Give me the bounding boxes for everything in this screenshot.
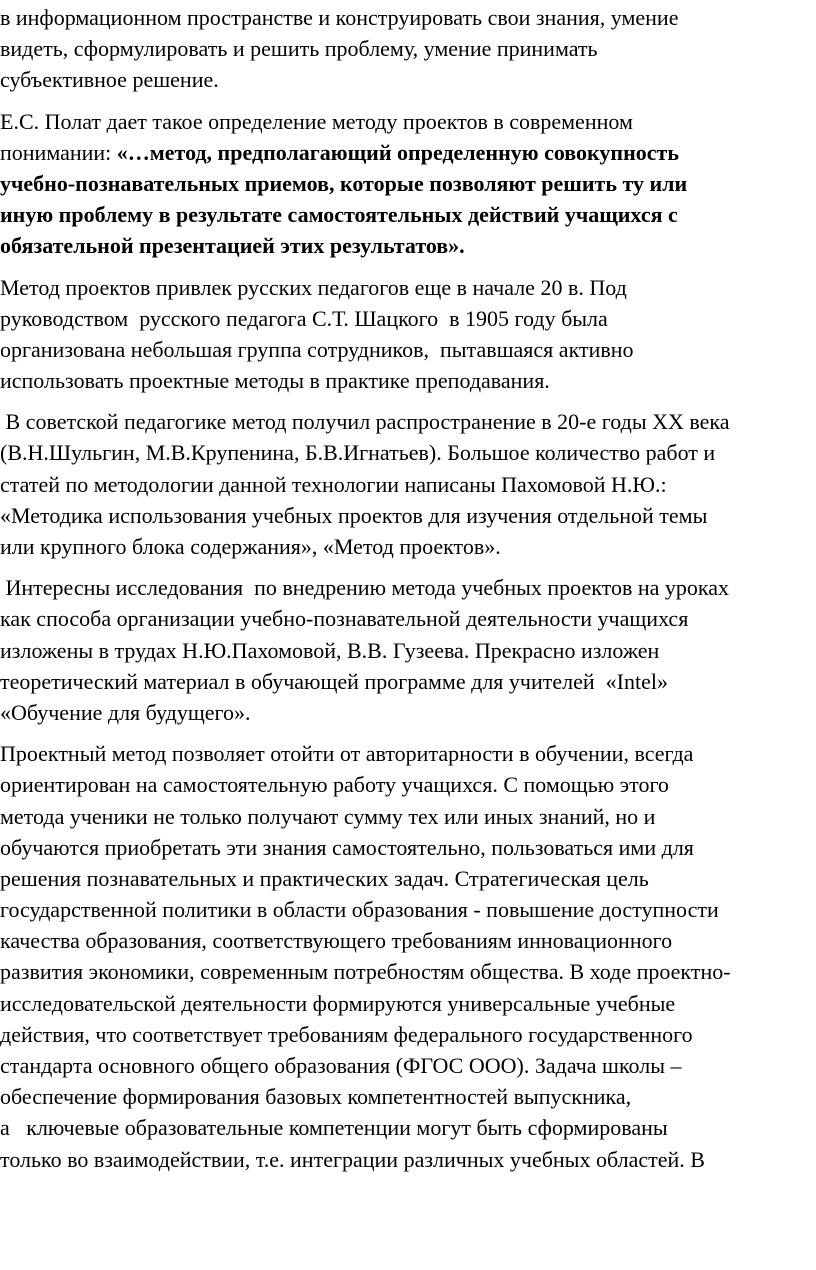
paragraph-2 <box>0 106 810 262</box>
text-line: стандарта основного общего образования (ФГОС ООО). Задача школы – <box>0 1053 682 1078</box>
document-text <box>0 2 810 1185</box>
bold-quote-line: учебно-познавательных приемов, которые позволяют решить ту или <box>0 170 688 196</box>
paragraph-3 <box>0 272 810 397</box>
text-line: обучаются приобретать эти знания самостоятельно, пользоваться ими для <box>0 834 694 860</box>
text-line: в информационном пространстве и конструировать свои знания, умение <box>0 5 679 30</box>
text-line: решения познавательных и практических задач. Стратегическая цель <box>0 865 649 891</box>
text-line: качества образования, соответствующего требованиям инновационного <box>0 928 673 954</box>
text-line: Интересны исследования по внедрению метода учебных проектов на уроках <box>0 575 729 601</box>
bold-quote-line: обязательной презентацией этих результатов». <box>0 233 465 259</box>
text-line: развития экономики, современным потребностям общества. В ходе проектно- <box>0 959 731 985</box>
text-line: видеть, сформулировать и решить проблему, умение принимать <box>0 36 598 62</box>
text-line: «Обучение для будущего». <box>0 699 251 725</box>
text-line: обеспечение формирования базовых компетентностей выпускника, <box>0 1084 632 1110</box>
text-line-mixed <box>0 137 810 168</box>
paragraph-6 <box>0 738 810 1175</box>
paragraph-1 <box>0 2 810 96</box>
text-line: как способа организации учебно-познавательной деятельности учащихся <box>0 606 689 632</box>
text-line: Проектный метод позволяет отойти от авторитарности в обучении, всегда <box>0 741 694 767</box>
text-line: государственной политики в области образования - повышение доступности <box>0 897 719 923</box>
text-line: Е.С. Полат дает такое определение методу проектов в современном <box>0 108 633 134</box>
text-line: метода ученики не только получают сумму тех или иных знаний, но и <box>0 803 656 829</box>
paragraph-5 <box>0 572 810 728</box>
text-line: использовать проектные методы в практике преподавания. <box>0 368 550 394</box>
text-line: статей по методологии данной технологии написаны Пахомовой Н.Ю.: <box>0 471 667 497</box>
text-line: теоретический материал в обучающей программе для учителей «Intel» <box>0 668 668 694</box>
paragraph-4 <box>0 406 810 562</box>
text-line: изложены в трудах Н.Ю.Пахомовой, В.В. Гузеева. Прекрасно изложен <box>0 637 660 663</box>
text-line: субъективное решение. <box>0 67 219 93</box>
text-run: понимании: <box>0 139 117 165</box>
text-line: «Методика использования учебных проектов для изучения отдельной темы <box>0 502 708 528</box>
text-line: только во взаимодействии, т.е. интеграции различных учебных областей. В <box>0 1146 705 1172</box>
text-line: руководством русского педагога С.Т. Шацкого в 1905 году была <box>0 305 608 331</box>
bold-quote-run: «…метод, предполагающий определенную совокупность <box>116 139 679 165</box>
text-line: организована небольшая группа сотрудников, пытавшаяся активно <box>0 336 634 362</box>
text-line: исследовательской деятельности формируются универсальные учебные <box>0 990 676 1016</box>
text-line: ориентирован на самостоятельную работу учащихся. С помощью этого <box>0 772 669 798</box>
text-line: а ключевые образовательные компетенции могут быть сформированы <box>0 1115 668 1141</box>
text-line: В советской педагогике метод получил распространение в 20-е годы XX века <box>0 409 730 435</box>
text-line: (В.Н.Шульгин, М.В.Крупенина, Б.В.Игнатьев). Большое количество работ и <box>0 440 716 466</box>
bold-quote-line: иную проблему в результате самостоятельных действий учащихся с <box>0 202 678 228</box>
text-line: Метод проектов привлек русских педагогов еще в начале 20 в. Под <box>0 274 627 300</box>
text-line: или крупного блока содержания», «Метод проектов». <box>0 534 501 559</box>
text-line: действия, что соответствует требованиям федерального государственного <box>0 1021 693 1047</box>
